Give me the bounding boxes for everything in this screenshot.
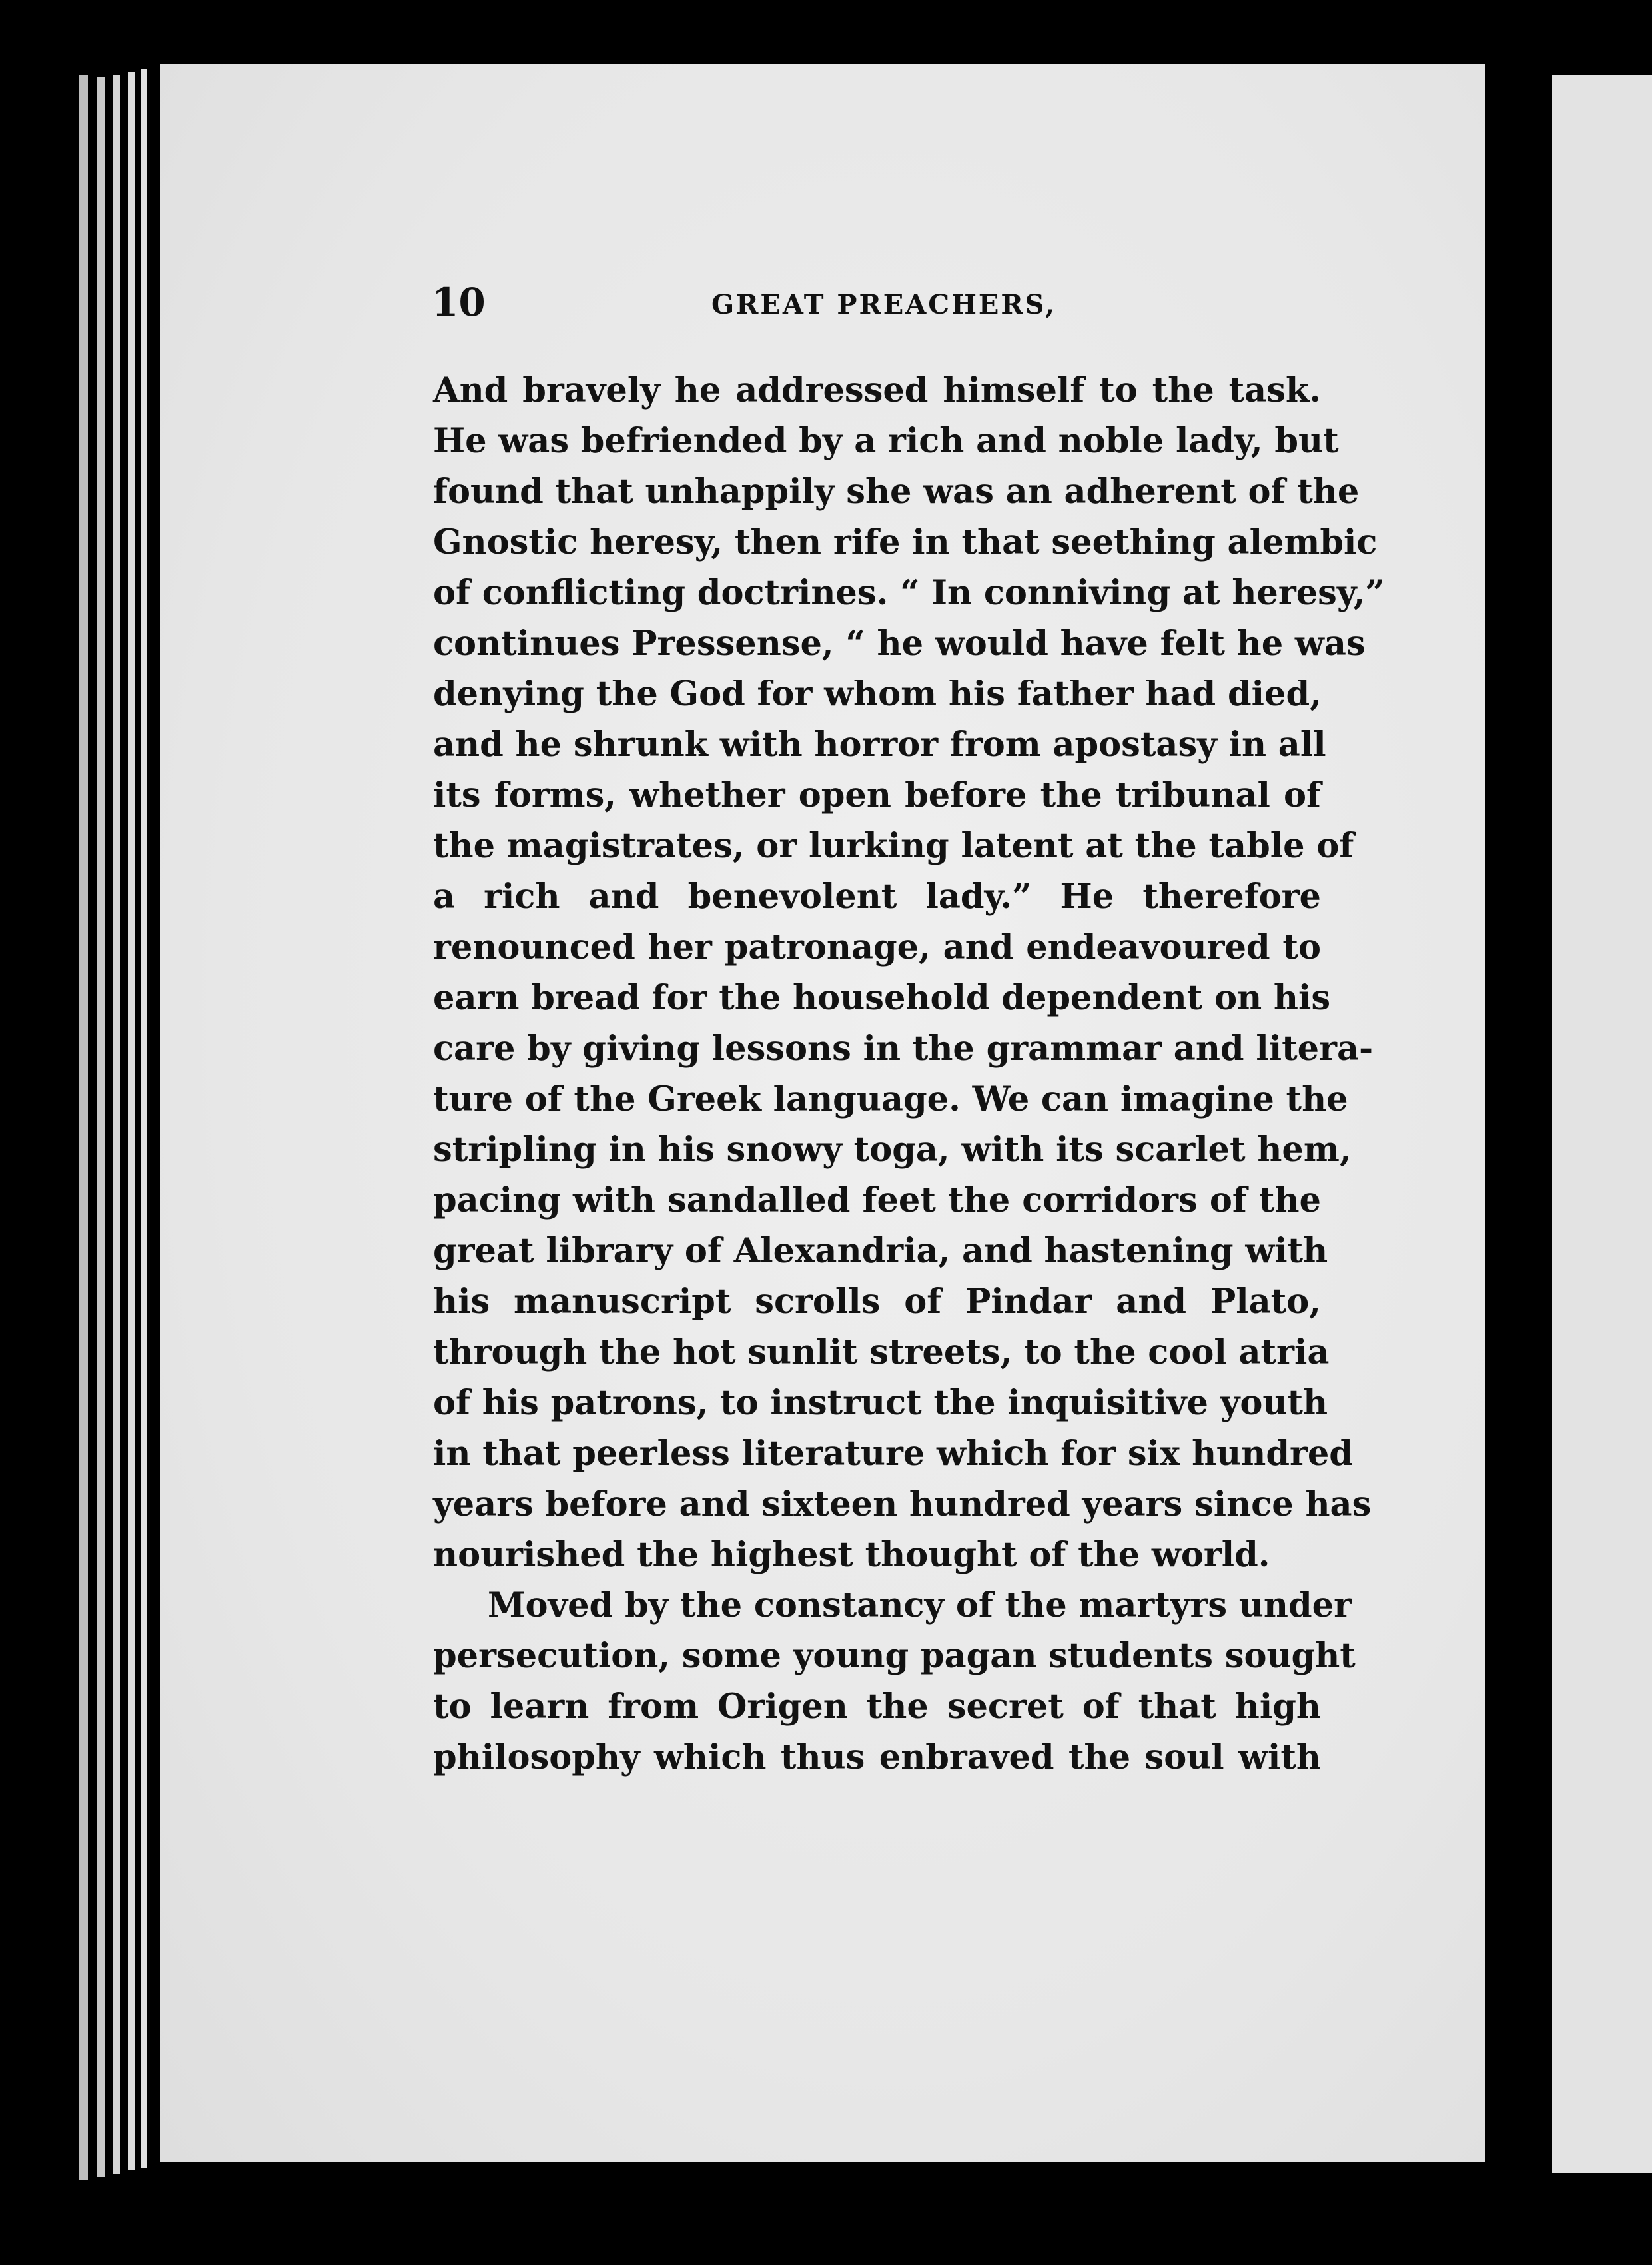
text-line: great library of Alexandria, and hastening with: [433, 1231, 1328, 1271]
text-line: to learn from Origen the secret of that high: [433, 1687, 1321, 1727]
text-line: denying the God for whom his father had died,: [433, 674, 1322, 714]
text-line: its forms, whether open before the tribunal of: [433, 775, 1321, 815]
text-line: Moved by the constancy of the martyrs under: [488, 1586, 1352, 1625]
text-line: And bravely he addressed himself to the task.: [433, 370, 1321, 410]
text-line: his manuscript scrolls of Pindar and Plato,: [433, 1282, 1321, 1322]
paragraph-1: [433, 365, 1385, 1580]
text-line: through the hot sunlit streets, to the cool atria: [433, 1332, 1330, 1372]
text-line: found that unhappily she was an adherent of the: [433, 472, 1360, 512]
text-line: Gnostic heresy, then rife in that seething alembic: [433, 522, 1378, 562]
running-head: [432, 280, 1321, 333]
facing-page-edge: [1552, 75, 1652, 2173]
text-line: years before and sixteen hundred years since has: [433, 1484, 1372, 1524]
body-text: [433, 365, 1385, 1783]
text-line: earn bread for the household dependent on his: [433, 978, 1331, 1018]
text-line: care by giving lessons in the grammar and litera-: [433, 1029, 1374, 1069]
text-line: pacing with sandalled feet the corridors of the: [433, 1180, 1321, 1220]
text-line: of his patrons, to instruct the inquisitive youth: [433, 1383, 1328, 1423]
text-line: renounced her patronage, and endeavoured to: [433, 927, 1321, 967]
text-line: of conflicting doctrines. “ In conniving at heresy,”: [433, 573, 1385, 613]
page-edge: [128, 72, 135, 2170]
text-line: philosophy which thus enbraved the soul with: [433, 1737, 1321, 1777]
text-line: ture of the Greek language. We can imagine the: [433, 1079, 1348, 1119]
page-edge: [79, 75, 88, 2180]
text-line: a rich and benevolent lady.” He therefore: [433, 877, 1321, 917]
running-title: GREAT PREACHERS,: [711, 289, 1057, 320]
paragraph-2: [433, 1580, 1356, 1783]
page-edge: [97, 77, 105, 2177]
text-line: persecution, some young pagan students sought: [433, 1636, 1356, 1676]
text-line: in that peerless literature which for six hundred: [433, 1434, 1353, 1474]
page-number: 10: [432, 280, 486, 325]
text-line: nourished the highest thought of the world.: [433, 1535, 1270, 1575]
text-line: He was befriended by a rich and noble lady, but: [433, 421, 1339, 461]
text-line: stripling in his snowy toga, with its scarlet hem,: [433, 1130, 1352, 1170]
page-edge: [141, 69, 147, 2168]
page-edge: [113, 75, 120, 2174]
text-line: and he shrunk with horror from apostasy in all: [433, 725, 1326, 765]
text-line: the magistrates, or lurking latent at the table of: [433, 826, 1354, 866]
text-line: continues Pressense, “ he would have felt he was: [433, 624, 1366, 664]
